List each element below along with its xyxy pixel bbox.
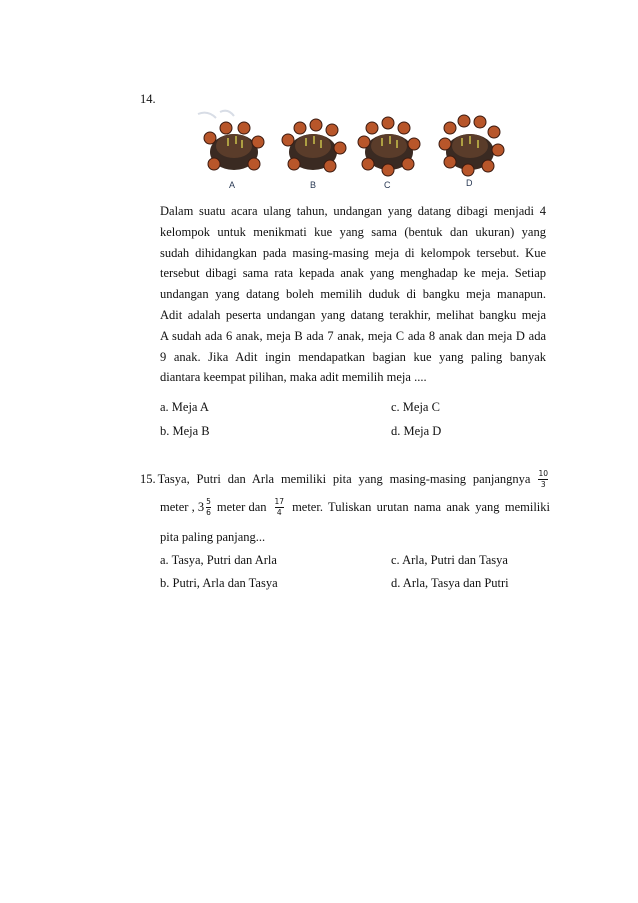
fraction-seventeen-fourths	[275, 498, 285, 517]
option-14-c: c. Meja C	[391, 400, 440, 414]
paragraph-line: undangan yang datang boleh memilih duduk di bangku meja manapun.	[160, 287, 546, 302]
paragraph-line: 9 anak. Jika Adit ingin mendapatkan bagian kue yang paling banyak	[160, 349, 546, 364]
figure-label-c: C	[384, 180, 391, 190]
paragraph-line: Dalam suatu acara ulang tahun, undangan yang datang dibagi menjadi 4	[160, 204, 546, 218]
fraction-denominator: 3	[540, 480, 546, 489]
fraction-numerator: 5	[206, 497, 211, 506]
figure-label-b: B	[310, 180, 317, 190]
question-15-line-1	[140, 470, 550, 489]
figure-label-a: A	[229, 180, 236, 190]
paragraph-line: Adit adalah peserta undangan yang datang terakhir, melihat bangku meja	[160, 307, 546, 322]
question-15-text-3: pita paling panjang...	[160, 530, 266, 544]
table-d-image	[439, 115, 504, 176]
fraction-denominator: 6	[206, 508, 211, 517]
question-14-number: 14.	[140, 92, 156, 106]
table-c-image	[358, 117, 420, 176]
option-15-b: b. Putri, Arla dan Tasya	[160, 576, 278, 590]
table-b-image	[282, 119, 346, 172]
table-a-image	[204, 122, 264, 170]
question-14-text	[160, 201, 546, 388]
question-15-text-1: Tasya, Putri dan Arla memiliki pita yang masing-masing panjangnya	[157, 472, 531, 486]
option-14-b: b. Meja B	[160, 424, 210, 438]
paragraph-line: tersebut dibagi sama rata kepada anak yang menghadap ke meja. Setiap	[160, 266, 546, 281]
figure-label-d: D	[466, 178, 473, 188]
question-15-text-2b: meter dan	[216, 500, 267, 514]
question-15-line-2	[160, 498, 550, 517]
option-15-c: c. Arla, Putri dan Tasya	[391, 553, 508, 567]
fraction-five-sixths	[206, 498, 211, 517]
option-15-a: a. Tasya, Putri dan Arla	[160, 553, 277, 567]
option-14-a: a. Meja A	[160, 400, 209, 414]
question-15-number: 15.	[140, 472, 156, 486]
question-15-text-2a: meter , 3	[160, 500, 205, 514]
question-15-text-2c: meter. Tuliskan urutan nama anak yang memiliki	[292, 500, 550, 514]
fraction-denominator: 4	[276, 508, 282, 517]
cake-tables-figure	[196, 108, 516, 190]
paragraph-line: sudah dihidangkan pada masing-masing meja di kelompok tersebut. Kue	[160, 245, 546, 260]
fraction-ten-thirds	[538, 470, 548, 489]
option-15-d: d. Arla, Tasya dan Putri	[391, 576, 509, 590]
paragraph-line: diantara keempat pilihan, maka adit memilih meja ....	[160, 370, 427, 385]
paragraph-line: kelompok untuk menikmati kue yang sama (bentuk dan ukuran) yang	[160, 224, 546, 239]
fraction-numerator: 17	[274, 497, 285, 506]
fraction-numerator: 10	[538, 469, 548, 478]
option-14-d: d. Meja D	[391, 424, 442, 438]
paragraph-line: A sudah ada 6 anak, meja B ada 7 anak, meja C ada 8 anak dan meja D ada	[160, 328, 546, 343]
